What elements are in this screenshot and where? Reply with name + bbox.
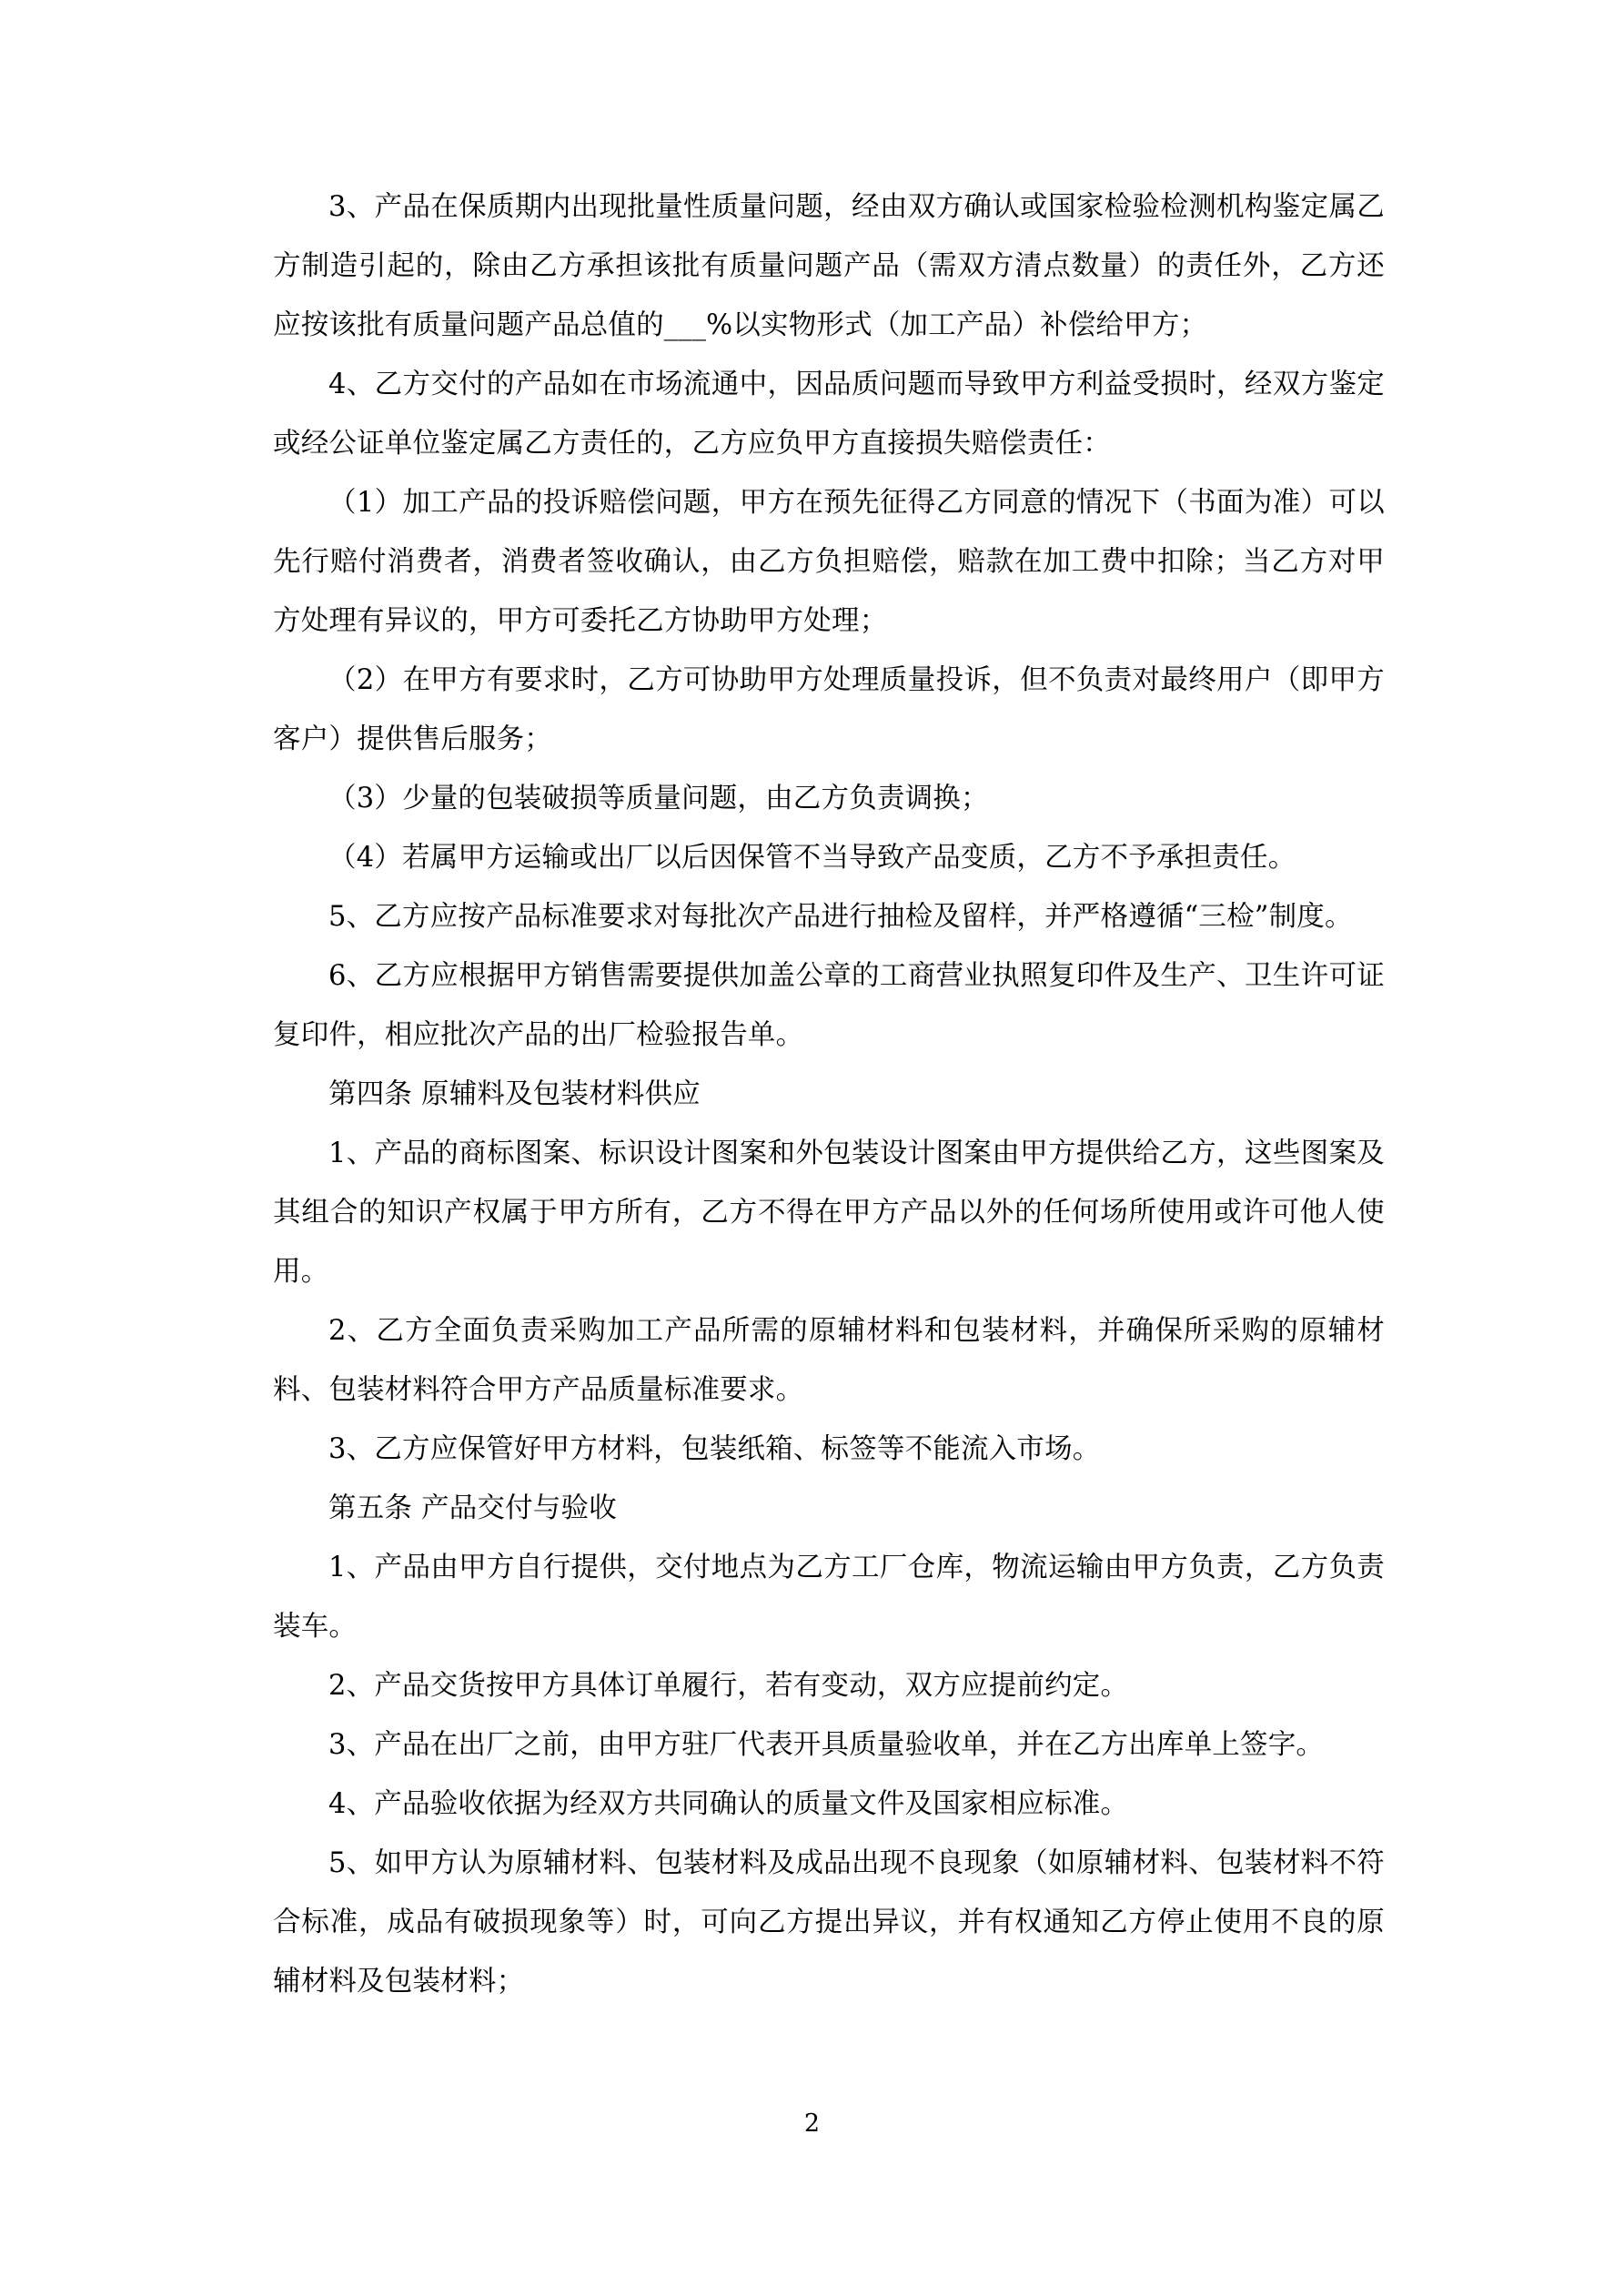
paragraph: 1、产品的商标图案、标识设计图案和外包装设计图案由甲方提供给乙方，这些图案及其组合的知识产权属于甲方所有，乙方不得在甲方产品以外的任何场所使用或许可他人使用。 xyxy=(273,1138,1385,1288)
section-heading: 第四条 原辅料及包装材料供应 xyxy=(328,1078,701,1110)
paragraph: 5、乙方应按产品标准要求对每批次产品进行抽检及留样，并严格遵循“三检”制度。 xyxy=(328,901,1353,933)
paragraph: 2、乙方全面负责采购加工产品所需的原辅材料和包装材料，并确保所采购的原辅材料、包装材料符合甲方产品质量标准要求。 xyxy=(273,1315,1385,1406)
paragraph: 1、产品由甲方自行提供，交付地点为乙方工厂仓库，物流运输由甲方负责，乙方负责装车。 xyxy=(273,1552,1385,1643)
page-number: 2 xyxy=(803,2109,821,2138)
paragraph: 5、如甲方认为原辅材料、包装材料及成品出现不良现象（如原辅材料、包装材料不符合标准，成品有破损现象等）时，可向乙方提出异议，并有权通知乙方停止使用不良的原辅材料及包装材料； xyxy=(273,1847,1385,1998)
paragraph: 3、乙方应保管好甲方材料，包装纸箱、标签等不能流入市场。 xyxy=(328,1433,1101,1465)
paragraph: （2）在甲方有要求时，乙方可协助甲方处理质量投诉，但不负责对最终用户（即甲方客户）提供售后服务； xyxy=(273,664,1385,755)
paragraph: 2、产品交货按甲方具体订单履行，若有变动，双方应提前约定。 xyxy=(328,1670,1129,1702)
document-body xyxy=(273,177,1385,2011)
paragraph: （4）若属甲方运输或出厂以后因保管不当导致产品变质，乙方不予承担责任。 xyxy=(328,842,1296,874)
paragraph: 4、乙方交付的产品如在市场流通中，因品质问题而导致甲方利益受损时，经双方鉴定或经公证单位鉴定属乙方责任的，乙方应负甲方直接损失赔偿责任： xyxy=(273,369,1385,460)
paragraph: 6、乙方应根据甲方销售需要提供加盖公章的工商营业执照复印件及生产、卫生许可证复印件，相应批次产品的出厂检验报告单。 xyxy=(273,960,1385,1051)
paragraph: 4、产品验收依据为经双方共同确认的质量文件及国家相应标准。 xyxy=(328,1788,1129,1820)
paragraph: 3、产品在出厂之前，由甲方驻厂代表开具质量验收单，并在乙方出库单上签字。 xyxy=(328,1729,1325,1761)
paragraph: （1）加工产品的投诉赔偿问题，甲方在预先征得乙方同意的情况下（书面为准）可以先行赔付消费者，消费者签收确认，由乙方负担赔偿，赔款在加工费中扣除；当乙方对甲方处理有异议的，甲方可委托乙方协助甲方处理； xyxy=(273,487,1385,637)
paragraph: 3、产品在保质期内出现批量性质量问题，经由双方确认或国家检验检测机构鉴定属乙方制造引起的，除由乙方承担该批有质量问题产品（需双方清点数量）的责任外，乙方还应按该批有质量问题产品总值的___%以实物形式（加工产品）补偿给甲方； xyxy=(273,191,1385,341)
section-heading: 第五条 产品交付与验收 xyxy=(328,1492,617,1524)
paragraph: （3）少量的包装破损等质量问题，由乙方负责调换； xyxy=(328,783,989,814)
